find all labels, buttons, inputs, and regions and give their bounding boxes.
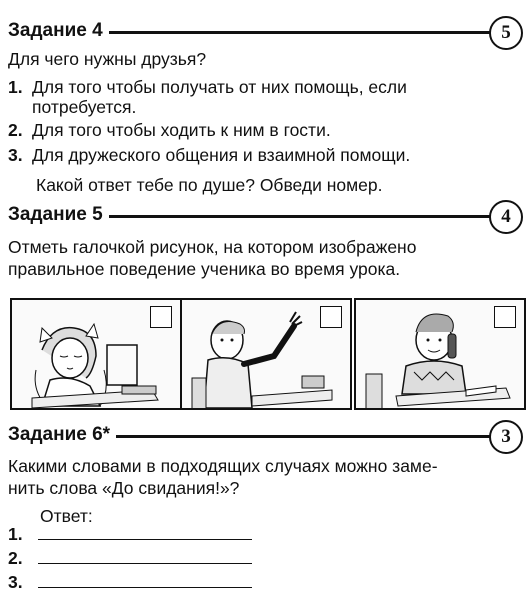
task6-text-line1: Какими словами в подходящих случаях можно заме- bbox=[8, 456, 438, 476]
task4-instruction: Какой ответ тебе по душе? Обведи номер. bbox=[36, 175, 383, 195]
task5-header bbox=[8, 200, 523, 232]
task4-header bbox=[8, 16, 523, 48]
picture-2-checkbox[interactable] bbox=[320, 306, 342, 328]
picture-phone-boy bbox=[354, 298, 526, 410]
task6-score-badge: 3 bbox=[489, 420, 523, 454]
task4-option-3-number: 3. bbox=[8, 145, 23, 165]
task5-score-badge: 4 bbox=[489, 200, 523, 234]
picture-1-checkbox[interactable] bbox=[150, 306, 172, 328]
task4-option-3[interactable] bbox=[8, 144, 410, 167]
task6-header bbox=[8, 420, 523, 452]
task4-option-1-continued bbox=[8, 96, 136, 119]
task6-answer-2-number: 2. bbox=[8, 548, 23, 568]
task4-option-2-number: 2. bbox=[8, 120, 23, 140]
task4-score-badge: 5 bbox=[489, 16, 523, 50]
picture-3-checkbox[interactable] bbox=[494, 306, 516, 328]
task6-answer-3[interactable] bbox=[8, 572, 252, 593]
task6-answer-3-line[interactable] bbox=[38, 573, 252, 588]
task4-option-1-text-line1: Для того чтобы получать от них помощь, если bbox=[32, 77, 407, 97]
task6-answer-3-number: 3. bbox=[8, 572, 23, 592]
task4-option-2[interactable] bbox=[8, 119, 331, 142]
task6-answer-1[interactable] bbox=[8, 524, 252, 545]
picture-sleeping-girl bbox=[10, 298, 182, 410]
task4-option-3-text: Для дружеского общения и взаимной помощи. bbox=[32, 145, 411, 165]
task4-option-1-number: 1. bbox=[8, 77, 23, 97]
picture-hand-raised-boy bbox=[180, 298, 352, 410]
task4-option-2-text: Для того чтобы ходить к ним в гости. bbox=[32, 120, 331, 140]
task6-answer-2-line[interactable] bbox=[38, 549, 252, 564]
task4-option-1-text-line2: потребуется. bbox=[32, 97, 137, 117]
task6-answer-1-number: 1. bbox=[8, 524, 23, 544]
task4-question: Для чего нужны друзья? bbox=[8, 49, 207, 69]
task6-title: Задание 6* bbox=[8, 424, 116, 446]
task4-title: Задание 4 bbox=[8, 20, 109, 42]
task5-title: Задание 5 bbox=[8, 204, 109, 226]
task5-text-line1: Отметь галочкой рисунок, на котором изображено bbox=[8, 237, 417, 257]
task6-answer-1-line[interactable] bbox=[38, 525, 252, 540]
task5-text-line2: правильное поведение ученика во время урока. bbox=[8, 259, 401, 279]
task6-text-line2: нить слова «До свидания!»? bbox=[8, 478, 240, 498]
task6-answer-2[interactable] bbox=[8, 548, 252, 569]
task6-answer-label: Ответ: bbox=[40, 506, 93, 526]
